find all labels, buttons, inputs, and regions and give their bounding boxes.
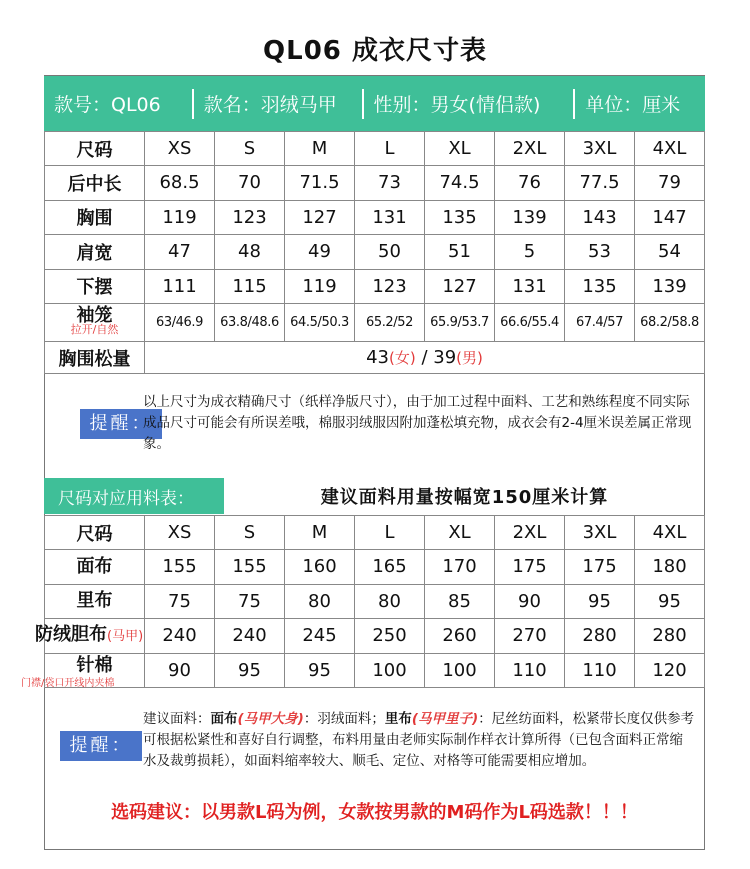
size-cell: S [215, 132, 285, 166]
fabric-cell: 95 [215, 653, 285, 688]
size-cell: L [355, 516, 425, 550]
gender: 性别：男女(情侣款) [373, 94, 541, 116]
fabric-cell: 240 [145, 619, 215, 654]
fabric-cell: 270 [495, 619, 565, 654]
size-cell: 4XL [635, 516, 705, 550]
fabric-cell: 75 [145, 584, 215, 619]
measure-cell: 74.5 [425, 166, 495, 201]
fabric-row [45, 584, 705, 619]
fabric-cell: 280 [565, 619, 635, 654]
unit: 单位：厘米 [585, 94, 681, 116]
fabric-cell: 80 [285, 584, 355, 619]
cuff-sublabel: 拉开/自然 [70, 322, 119, 336]
row-label [45, 550, 145, 585]
row-label [21, 653, 145, 689]
fabric-cell: 240 [215, 619, 285, 654]
measure-cell: 50 [355, 235, 425, 270]
cuff-label [45, 304, 145, 342]
size-cell: XS [145, 516, 215, 550]
cuff-row [45, 304, 705, 342]
tip-text: 以上尺寸为成衣精确尺寸（纸样净版尺寸），由于加工过程中面料、工艺和熟练程度不同实际成品尺寸可能会有所误差哦，棉服羽绒服因附加蓬松填充物，成衣会有2-4厘米误差属正常现象。 [143, 394, 692, 452]
measure-cell: 139 [635, 269, 705, 304]
measure-cell: 47 [145, 235, 215, 270]
measure-cell: 135 [565, 269, 635, 304]
ease-label: 胸围松量 [45, 342, 145, 374]
measure-row [45, 200, 705, 235]
fabric-row [45, 653, 705, 688]
fabric-cell: 175 [565, 550, 635, 585]
measure-cell: 51 [425, 235, 495, 270]
row-sublabel: 门襟/袋口开线内夹棉 [21, 677, 115, 689]
size-cell: XL [425, 516, 495, 550]
fabric-cell: 245 [285, 619, 355, 654]
measure-cell: 123 [215, 200, 285, 235]
tip-button: 提醒： [80, 409, 162, 439]
tip2-part: ：羽绒面料； [303, 711, 385, 727]
fabric-cell: 175 [495, 550, 565, 585]
fabric-cell: 90 [495, 584, 565, 619]
fabric-cell: 155 [145, 550, 215, 585]
fabric-cell: 110 [495, 653, 565, 688]
size-cell: M [285, 516, 355, 550]
row-label: 肩宽 [45, 235, 145, 270]
fabric-cell: 80 [355, 584, 425, 619]
tip2-part: (马甲大身) [237, 711, 304, 727]
ease-row [45, 342, 705, 374]
size-cell: XL [425, 132, 495, 166]
tip2-text [143, 709, 695, 772]
row-label: 下摆 [45, 269, 145, 304]
measure-cell: 73 [355, 166, 425, 201]
row-label-text: 针棉 [76, 654, 113, 676]
row-label: 胸围 [45, 200, 145, 235]
tip2-part: ：尼丝纺面料，松紧带长度仅供参考可根据松紧性和喜好自行调整，布料用量由老师实际制作样衣计算所得（已包含面料正常缩水及裁剪损耗），如面料缩率较大、顺毛、定位、对格等可能需要相应增加。 [143, 711, 695, 769]
size-cell: L [355, 132, 425, 166]
measure-cell: 135 [425, 200, 495, 235]
fabric-band-label: 尺码对应用料表： [44, 478, 224, 514]
measure-cell: 111 [145, 269, 215, 304]
measure-cell: 127 [425, 269, 495, 304]
measure-cell: 131 [355, 200, 425, 235]
fabric-cell: 155 [215, 550, 285, 585]
fabric-cell: 95 [285, 653, 355, 688]
fabric-band [44, 478, 705, 514]
style-number: 款号：QL06 [54, 94, 161, 116]
ease-part: / 39 [415, 347, 457, 368]
fabric-cell: 120 [635, 653, 705, 688]
fabric-cell: 110 [565, 653, 635, 688]
size-cell: S [215, 516, 285, 550]
measure-cell: 115 [215, 269, 285, 304]
ease-part: (男) [456, 349, 483, 367]
tip2-part: (马甲里子) [411, 711, 479, 727]
measure-cell: 5 [495, 235, 565, 270]
measure-row [45, 269, 705, 304]
info-header [44, 76, 705, 131]
tip2-part: 面布 [210, 711, 238, 727]
cuff-cell: 66.6/55.4 [495, 304, 565, 342]
fabric-cell: 95 [635, 584, 705, 619]
measure-cell: 53 [565, 235, 635, 270]
ease-part: (女) [389, 349, 416, 367]
measure-cell: 54 [635, 235, 705, 270]
fabric-cell: 95 [565, 584, 635, 619]
measure-cell: 143 [565, 200, 635, 235]
size-cell: 3XL [565, 132, 635, 166]
fabric-row [45, 550, 705, 585]
fabric-cell: 280 [635, 619, 705, 654]
fabric-cell: 90 [145, 653, 215, 688]
measure-cell: 77.5 [565, 166, 635, 201]
cuff-cell: 64.5/50.3 [285, 304, 355, 342]
size-cell: XS [145, 132, 215, 166]
size-cell: 4XL [635, 132, 705, 166]
fabric-band-title: 建议面料用量按幅宽150厘米计算 [320, 487, 609, 508]
cuff-cell: 67.4/57 [565, 304, 635, 342]
fabric-cell: 180 [635, 550, 705, 585]
measure-row [45, 166, 705, 201]
fabric-size-row [45, 516, 705, 550]
size-cell: M [285, 132, 355, 166]
cuff-cell: 68.2/58.8 [635, 304, 705, 342]
row-label-text: 防绒胆布 [35, 623, 107, 645]
cuff-label-text: 袖笼 [76, 304, 113, 326]
fabric-cell: 160 [285, 550, 355, 585]
size-label: 尺码 [45, 132, 145, 166]
measure-cell: 123 [355, 269, 425, 304]
cuff-cell: 63/46.9 [145, 304, 215, 342]
tip2-part: 里布 [384, 711, 412, 727]
fabric-row [45, 619, 705, 654]
fabric-cell: 250 [355, 619, 425, 654]
cuff-cell: 63.8/48.6 [215, 304, 285, 342]
fabric-cell: 100 [425, 653, 495, 688]
ease-part: 43 [366, 347, 390, 368]
tip-button: 提醒： [60, 731, 142, 761]
measure-cell: 71.5 [285, 166, 355, 201]
style-name: 款名：羽绒马甲 [203, 94, 337, 116]
cuff-cell: 65.2/52 [355, 304, 425, 342]
size-row [45, 132, 705, 166]
measure-cell: 79 [635, 166, 705, 201]
row-label [45, 584, 145, 619]
tip2-part: 建议面料： [143, 711, 211, 727]
cuff-cell: 65.9/53.7 [425, 304, 495, 342]
fabric-cell: 170 [425, 550, 495, 585]
size-cell: 3XL [565, 516, 635, 550]
page-title: QL06 成衣尺寸表 [263, 36, 487, 66]
fabric-cell: 100 [355, 653, 425, 688]
measure-cell: 139 [495, 200, 565, 235]
size-cell: 2XL [495, 516, 565, 550]
measure-cell: 119 [145, 200, 215, 235]
measure-cell: 70 [215, 166, 285, 201]
fabric-cell: 75 [215, 584, 285, 619]
fabric-cell: 85 [425, 584, 495, 619]
row-label-text: 面布 [76, 555, 113, 577]
size-label: 尺码 [45, 516, 145, 550]
measure-cell: 76 [495, 166, 565, 201]
row-tag: (马甲) [107, 628, 144, 644]
row-label [35, 619, 145, 654]
measure-row [45, 235, 705, 270]
size-recommendation: 选码建议：以男款L码为例，女款按男款的M码作为L码选款！！！ [111, 802, 638, 823]
measure-cell: 48 [215, 235, 285, 270]
measure-cell: 119 [285, 269, 355, 304]
measure-cell: 131 [495, 269, 565, 304]
measure-cell: 147 [635, 200, 705, 235]
fabric-cell: 260 [425, 619, 495, 654]
ease-value [145, 342, 705, 374]
row-label: 后中长 [45, 166, 145, 201]
row-label-text: 里布 [76, 590, 113, 612]
size-cell: 2XL [495, 132, 565, 166]
measure-cell: 68.5 [145, 166, 215, 201]
measure-cell: 127 [285, 200, 355, 235]
measure-cell: 49 [285, 235, 355, 270]
fabric-cell: 165 [355, 550, 425, 585]
size-table [44, 131, 705, 374]
fabric-table [21, 515, 705, 689]
